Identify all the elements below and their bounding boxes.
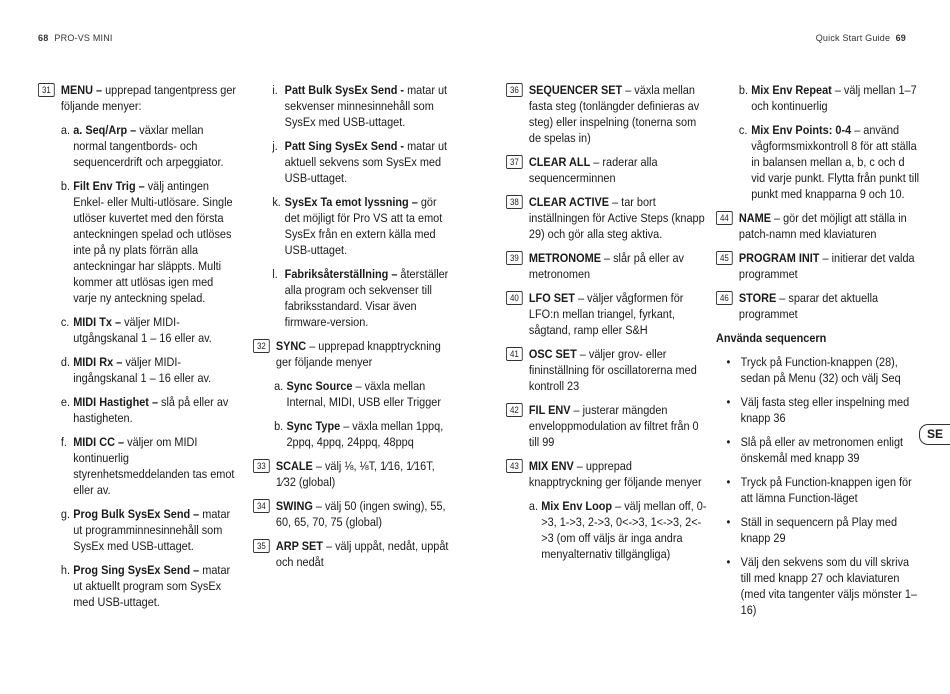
sync-item-a (253, 378, 450, 410)
mix-env-item-c (716, 122, 921, 202)
item-head: Mix Env Points: 0-4 (751, 123, 852, 137)
item-mark: b. (60, 179, 70, 193)
entry-text: – väljer vågformen för LFO:n mellan triangel, fyrkant, sågtand, ramp eller S&H (528, 291, 684, 337)
item-mark: e. (60, 395, 70, 409)
item-text: – växla mellan Internal, MIDI, USB eller Trigger (286, 379, 441, 409)
mix-env-item-a (506, 498, 708, 562)
entry-head: STORE (738, 291, 777, 305)
entry-text: – gör det möjligt att ställa in patch-namn med klaviaturen (738, 211, 907, 241)
bullet-text: Slå på eller av metronomen enligt önskemål med knapp 39 (740, 435, 904, 465)
entry-41 (506, 346, 708, 394)
item-mark: j. (272, 139, 278, 153)
entry-head: LFO SET (528, 291, 575, 305)
item-head: a. Seq/Arp – (73, 123, 137, 137)
section-heading: Använda sequencern (716, 331, 827, 345)
item-mark: i. (272, 83, 278, 97)
bullet-dot: • (726, 395, 731, 409)
entry-44 (716, 210, 921, 242)
bullet-dot: • (726, 355, 731, 369)
left-page-number: 68 (38, 33, 49, 43)
bullet-item (716, 514, 921, 546)
item-text: matar ut aktuellt program som SysEx med USB-uttaget. (73, 563, 231, 609)
number-badge: 44 (716, 211, 733, 225)
item-mark: l. (272, 267, 278, 281)
entry-text: – väljer grov- eller fininställning för oscillatorerna med kontroll 23 (528, 347, 697, 393)
bullet-dot: • (726, 555, 731, 569)
entry-40 (506, 290, 708, 338)
entry-45 (716, 250, 921, 282)
item-mark: g. (60, 507, 70, 521)
entry-head: ARP SET (275, 539, 323, 553)
entry-text: – sparar det aktuella programmet (738, 291, 879, 321)
item-head: Patt Sing SysEx Send - (284, 139, 405, 153)
language-tab: SE (919, 424, 950, 445)
number-badge: 38 (506, 195, 523, 209)
left-header-title: PRO-VS MINI (54, 33, 113, 43)
entry-head: SWING (275, 499, 313, 513)
number-badge: 42 (506, 403, 523, 417)
item-head: Prog Bulk SysEx Send – (73, 507, 200, 521)
menu-item-c (38, 314, 239, 346)
bullet-text: Ställ in sequencern på Play med knapp 29 (740, 515, 898, 545)
sync-item-b (253, 418, 450, 450)
entry-text: – upprepad knapptryckning ger följande menyer (275, 339, 441, 369)
menu-item-e (38, 394, 239, 426)
left-page-header (38, 33, 113, 43)
column-1 (38, 82, 239, 618)
menu-item-l (253, 266, 450, 330)
item-text: – växla mellan 1ppq, 2ppq, 4ppq, 24ppq, 48ppq (286, 419, 444, 449)
entry-33 (253, 458, 450, 490)
item-mark: a. (274, 379, 284, 393)
bullet-text: Tryck på Function-knappen igen för att lämna Function-läget (740, 475, 912, 505)
bullet-item (716, 354, 921, 386)
bullet-dot: • (726, 435, 731, 449)
item-head: SysEx Ta emot lyssning – (284, 195, 418, 209)
bullet-dot: • (726, 515, 731, 529)
entry-text: – välj 50 (ingen swing), 55, 60, 65, 70, 75 (global) (275, 499, 446, 529)
number-badge: 32 (253, 339, 270, 353)
number-badge: 41 (506, 347, 523, 361)
bullet-text: Välj den sekvens som du vill skriva till med knapp 27 och klaviaturen (med vita tangenter väljs mönster 1–16) (740, 555, 918, 617)
number-badge: 43 (506, 459, 523, 473)
item-mark: b. (738, 83, 748, 97)
item-mark: c. (738, 123, 748, 137)
number-badge: 33 (253, 459, 270, 473)
entry-text: – välj uppåt, nedåt, uppåt och nedåt (275, 539, 449, 569)
entry-text: – upprepad knapptryckning ger följande menyer (528, 459, 702, 489)
entry-32 (253, 338, 450, 370)
number-badge: 35 (253, 539, 270, 553)
column-2 (253, 82, 450, 578)
entry-35 (253, 538, 450, 570)
item-head: Filt Env Trig – (73, 179, 145, 193)
bullet-text: Tryck på Function-knappen (28), sedan på Menu (32) och välj Seq (740, 355, 901, 385)
entry-text: – växla mellan fasta steg (tonlängder definieras av steg) eller inspelning (tonerna som de spelas in) (528, 83, 700, 145)
item-text: matar ut aktuell sekvens som SysEx med USB-uttaget. (284, 139, 448, 185)
item-head: MIDI Hastighet – (73, 395, 159, 409)
item-mark: d. (60, 355, 70, 369)
menu-item-b (38, 178, 239, 306)
number-badge: 39 (506, 251, 523, 265)
item-text: matar ut sekvenser minnesinnehåll som SysEx med USB-uttaget. (284, 83, 448, 129)
entry-43 (506, 458, 708, 490)
item-mark: a. (528, 499, 538, 513)
menu-item-i (253, 82, 450, 130)
menu-item-k (253, 194, 450, 258)
item-text: väljer MIDI-ingångskanal 1 – 16 eller av. (73, 355, 212, 385)
item-head: Mix Env Repeat (751, 83, 832, 97)
number-badge: 31 (38, 83, 55, 97)
entry-34 (253, 498, 450, 530)
entry-31 (38, 82, 239, 114)
menu-item-f (38, 434, 239, 498)
number-badge: 36 (506, 83, 523, 97)
entry-38 (506, 194, 708, 242)
number-badge: 37 (506, 155, 523, 169)
column-4 (716, 82, 921, 626)
entry-text: – initierar det valda programmet (738, 251, 915, 281)
bullet-text: Välj fasta steg eller inspelning med knapp 36 (740, 395, 910, 425)
entry-head: MENU – (60, 83, 103, 97)
entry-head: METRONOME (528, 251, 601, 265)
entry-head: SYNC (275, 339, 307, 353)
menu-item-g (38, 506, 239, 554)
number-badge: 34 (253, 499, 270, 513)
entry-head: SCALE (275, 459, 313, 473)
entry-head: OSC SET (528, 347, 577, 361)
item-mark: k. (272, 195, 281, 209)
item-text: välj antingen Enkel- eller Multi-utlösare. Single utlöser kuvertet med den första anteckningen spelad och utlöses inte på ny plats förrän alla anteckningar har släppts. Multi kommer att utlösas igen med varje ny anteckning spelad. (73, 179, 233, 305)
item-text: slå på eller av hastigheten. (73, 395, 229, 425)
item-head: Patt Bulk SysEx Send - (284, 83, 405, 97)
entry-text: – tar bort inställningen för Active Steps (knapp 29) och gör alla steg aktiva. (528, 195, 705, 241)
entry-39 (506, 250, 708, 282)
bullet-item (716, 474, 921, 506)
number-badge: 40 (506, 291, 523, 305)
item-text: växlar mellan normal tangentbords- och sequencerdrift och arpeggiator. (73, 123, 224, 169)
bullet-item (716, 554, 921, 618)
item-head: Sync Source (286, 379, 353, 393)
item-mark: c. (60, 315, 70, 329)
entry-37 (506, 154, 708, 186)
menu-item-h (38, 562, 239, 610)
entry-text: upprepad tangentpress ger följande menyer: (60, 83, 237, 113)
item-text: – använd vågformsmixkontroll 8 för att ställa in balansen mellan a, b, c och d vid varje punkt. Flytta från punkt till punkt med knapparna 9 och 10. (751, 123, 920, 201)
entry-46 (716, 290, 921, 322)
item-text: matar ut programminnesinnehåll som SysEx med USB-uttaget. (73, 507, 231, 553)
entry-head: PROGRAM INIT (738, 251, 820, 265)
item-head: Fabriksåterställning – (284, 267, 398, 281)
menu-item-a (38, 122, 239, 170)
menu-item-d (38, 354, 239, 386)
bullet-item (716, 394, 921, 426)
item-text: – välj mellan off, 0->3, 1->3, 2->3, 0<->3, 1<->3, 2<->3 (om off väljs är inga andra menyalternativ tillgängliga) (541, 499, 707, 561)
item-text: återställer alla program och sekvenser till fabriksstandard. Visar även firmware-version. (284, 267, 449, 329)
item-text: gör det möjligt för Pro VS att ta emot SysEx från en extern källa med USB-uttaget. (284, 195, 443, 257)
entry-42 (506, 402, 708, 450)
item-head: Prog Sing SysEx Send – (73, 563, 200, 577)
item-text: väljer om MIDI kontinuerlig styrenhetsmeddelanden tas emot eller av. (73, 435, 235, 497)
item-head: MIDI Tx – (73, 315, 122, 329)
column-3 (506, 82, 708, 570)
menu-item-j (253, 138, 450, 186)
number-badge: 46 (716, 291, 733, 305)
item-head: Sync Type (286, 419, 341, 433)
right-header-title: Quick Start Guide (815, 33, 891, 43)
entry-text: – raderar alla sequencerminnen (528, 155, 658, 185)
entry-36 (506, 82, 708, 146)
entry-head: MIX ENV (528, 459, 574, 473)
bullet-dot: • (726, 475, 731, 489)
item-head: MIDI CC – (73, 435, 125, 449)
entry-head: CLEAR ALL (528, 155, 591, 169)
entry-head: NAME (738, 211, 771, 225)
entry-text: – justerar mängden enveloppmodulation av filtret från 0 till 99 (528, 403, 699, 449)
entry-text: – välj ⅛, ⅛T, 1⁄16, 1⁄16T, 1⁄32 (global) (275, 459, 435, 489)
item-mark: h. (60, 563, 70, 577)
item-mark: f. (60, 435, 67, 449)
right-page-header (816, 33, 912, 43)
entry-text: – slår på eller av metronomen (528, 251, 685, 281)
entry-head: CLEAR ACTIVE (528, 195, 610, 209)
mix-env-item-b (716, 82, 921, 114)
item-head: Mix Env Loop (541, 499, 613, 513)
entry-head: FIL ENV (528, 403, 571, 417)
entry-head: SEQUENCER SET (528, 83, 623, 97)
number-badge: 45 (716, 251, 733, 265)
bullet-item (716, 434, 921, 466)
item-mark: b. (274, 419, 284, 433)
item-head: MIDI Rx – (73, 355, 123, 369)
right-page-number: 69 (895, 33, 906, 43)
item-text: – välj mellan 1–7 och kontinuerlig (751, 83, 917, 113)
item-text: väljer MIDI-utgångskanal 1 – 16 eller av. (73, 315, 212, 345)
item-mark: a. (60, 123, 70, 137)
